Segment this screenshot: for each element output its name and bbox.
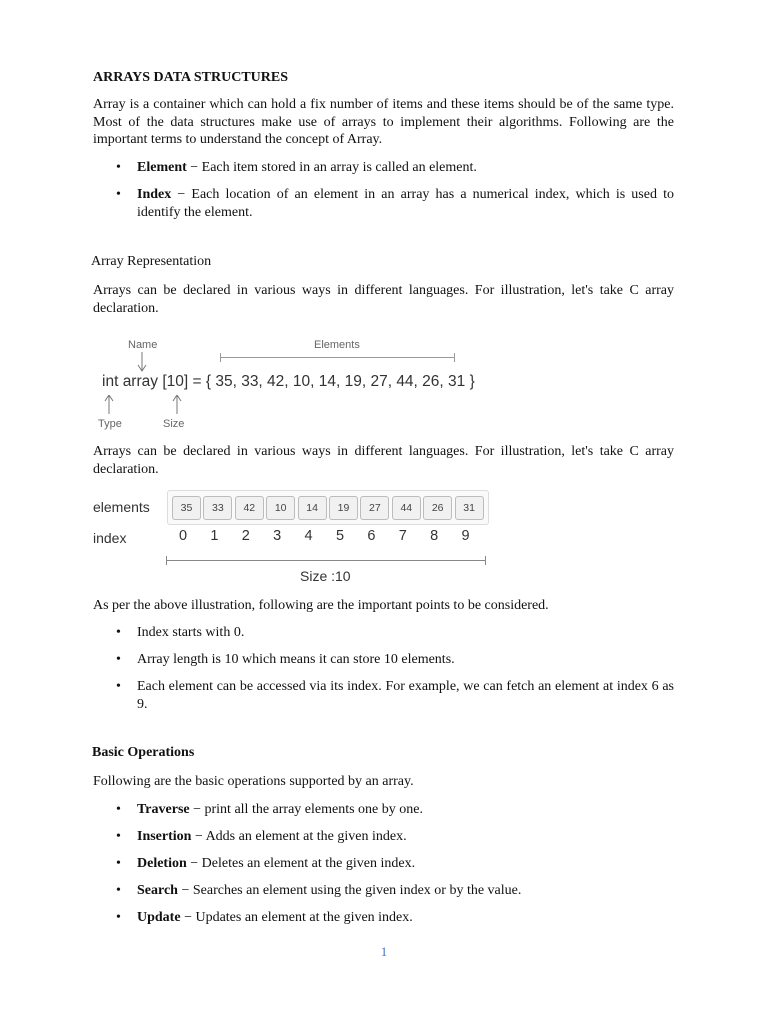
- point-item: [116, 624, 674, 642]
- operation-description: − Adds an element at the given index.: [191, 829, 407, 844]
- page-number: 1: [380, 944, 388, 959]
- bullet-icon: •: [116, 883, 121, 898]
- bullet-icon: •: [116, 679, 121, 694]
- elements-span-line: [220, 357, 454, 358]
- elements-label: Elements: [314, 339, 360, 351]
- array-index: 6: [367, 528, 376, 544]
- size-word: [10]: [162, 373, 189, 390]
- array-cell: 33: [203, 496, 232, 520]
- term-item: [116, 186, 674, 222]
- bullet-icon: •: [116, 652, 121, 667]
- array-index: 8: [430, 528, 439, 544]
- declaration-code: [102, 373, 475, 391]
- array-cell: 27: [360, 496, 389, 520]
- arrow-up-icon: [103, 395, 115, 415]
- array-index: 5: [335, 528, 345, 544]
- array-cell: 10: [266, 496, 295, 520]
- array-cell: 26: [423, 496, 452, 520]
- name-label: Name: [128, 339, 158, 351]
- points-intro: As per the above illustration, following are the important points to be considered.: [93, 598, 549, 613]
- point-item: [116, 651, 674, 669]
- point-text: Array length is 10 which means it can store 10 elements.: [137, 652, 455, 667]
- array-index: 2: [241, 528, 250, 544]
- point-text: Index starts with 0.: [137, 625, 245, 640]
- type-word: int: [102, 373, 119, 390]
- array-cell: 44: [392, 496, 421, 520]
- operation-item: [116, 801, 674, 819]
- point-text: Each element can be accessed via its index. For example, we can fetch an element at index 6 as 9.: [137, 679, 674, 712]
- arrow-up-icon: [171, 395, 183, 415]
- array-cells: [167, 490, 489, 525]
- bullet-icon: •: [116, 187, 121, 202]
- operation-item: [116, 855, 674, 873]
- operation-label: Update: [137, 910, 181, 925]
- operation-label: Traverse: [137, 802, 190, 817]
- array-cell: 42: [235, 496, 264, 520]
- operation-description: − Searches an element using the given index or by the value.: [177, 883, 522, 898]
- bullet-icon: •: [116, 625, 121, 640]
- arrow-down-icon: [136, 352, 148, 372]
- size-line: [166, 560, 486, 561]
- elements-span-tick: [220, 353, 221, 362]
- operation-label: Search: [137, 883, 178, 898]
- page-title: ARRAYS DATA STRUCTURES: [93, 70, 289, 85]
- array-cell: 14: [298, 496, 327, 520]
- values-text: = { 35, 33, 42, 10, 14, 19, 27, 44, 26, 31 }: [192, 373, 475, 390]
- elements-span-tick: [454, 353, 455, 362]
- declaration-paragraph: Arrays can be declared in various ways in different languages. For illustration, let's take C array declaration.: [93, 283, 674, 316]
- size-label: Size :10: [300, 568, 351, 584]
- bullet-icon: •: [116, 802, 121, 817]
- operations-intro: Following are the basic operations supported by an array.: [93, 774, 414, 789]
- operation-item: [116, 909, 674, 927]
- array-cell: 19: [329, 496, 358, 520]
- bullet-icon: •: [116, 160, 121, 175]
- elements-row-label: elements: [93, 499, 150, 515]
- array-index: 3: [273, 528, 282, 544]
- operation-description: − Updates an element at the given index.: [180, 910, 413, 925]
- operation-description: − Deletes an element at the given index.: [186, 856, 416, 871]
- term-item: [116, 159, 674, 177]
- size-line-tick: [485, 556, 486, 565]
- declaration-paragraph: Arrays can be declared in various ways in different languages. For illustration, let's take C array declaration.: [93, 444, 674, 477]
- index-row-label: index: [93, 530, 127, 546]
- term-description: − Each item stored in an array is called an element.: [186, 160, 477, 175]
- size-line-tick: [166, 556, 167, 565]
- array-cell: 31: [455, 496, 484, 520]
- operation-item: [116, 828, 674, 846]
- array-index: 4: [304, 528, 313, 544]
- array-cell: 35: [172, 496, 201, 520]
- array-index: 1: [210, 528, 219, 544]
- term-label: Element: [137, 160, 187, 175]
- bullet-icon: •: [116, 829, 121, 844]
- array-index: 9: [461, 528, 470, 544]
- array-index: 7: [398, 528, 407, 544]
- array-diagram: [90, 488, 490, 588]
- bullet-icon: •: [116, 856, 121, 871]
- name-word: array: [122, 373, 159, 390]
- bullet-icon: •: [116, 910, 121, 925]
- operation-label: Insertion: [137, 829, 192, 844]
- intro-paragraph: Array is a container which can hold a fix number of items and these items should be of the same type. Most of the data structures make use of arrays to implement their algorithms. Following are the important terms to understand the concept of Array.: [93, 97, 674, 147]
- declaration-diagram: [98, 336, 478, 436]
- operation-label: Deletion: [137, 856, 187, 871]
- section-heading-operations: Basic Operations: [92, 745, 195, 760]
- operation-description: − print all the array elements one by one.: [189, 802, 423, 817]
- section-heading-representation: Array Representation: [91, 254, 212, 269]
- size-label: Size: [163, 418, 185, 430]
- type-label: Type: [98, 418, 122, 430]
- term-label: Index: [137, 187, 172, 202]
- operation-item: [116, 882, 674, 900]
- array-index: 0: [178, 528, 188, 544]
- point-item: [116, 678, 674, 714]
- term-description: − Each location of an element in an array has a numerical index, which is used to identify the element.: [137, 187, 674, 220]
